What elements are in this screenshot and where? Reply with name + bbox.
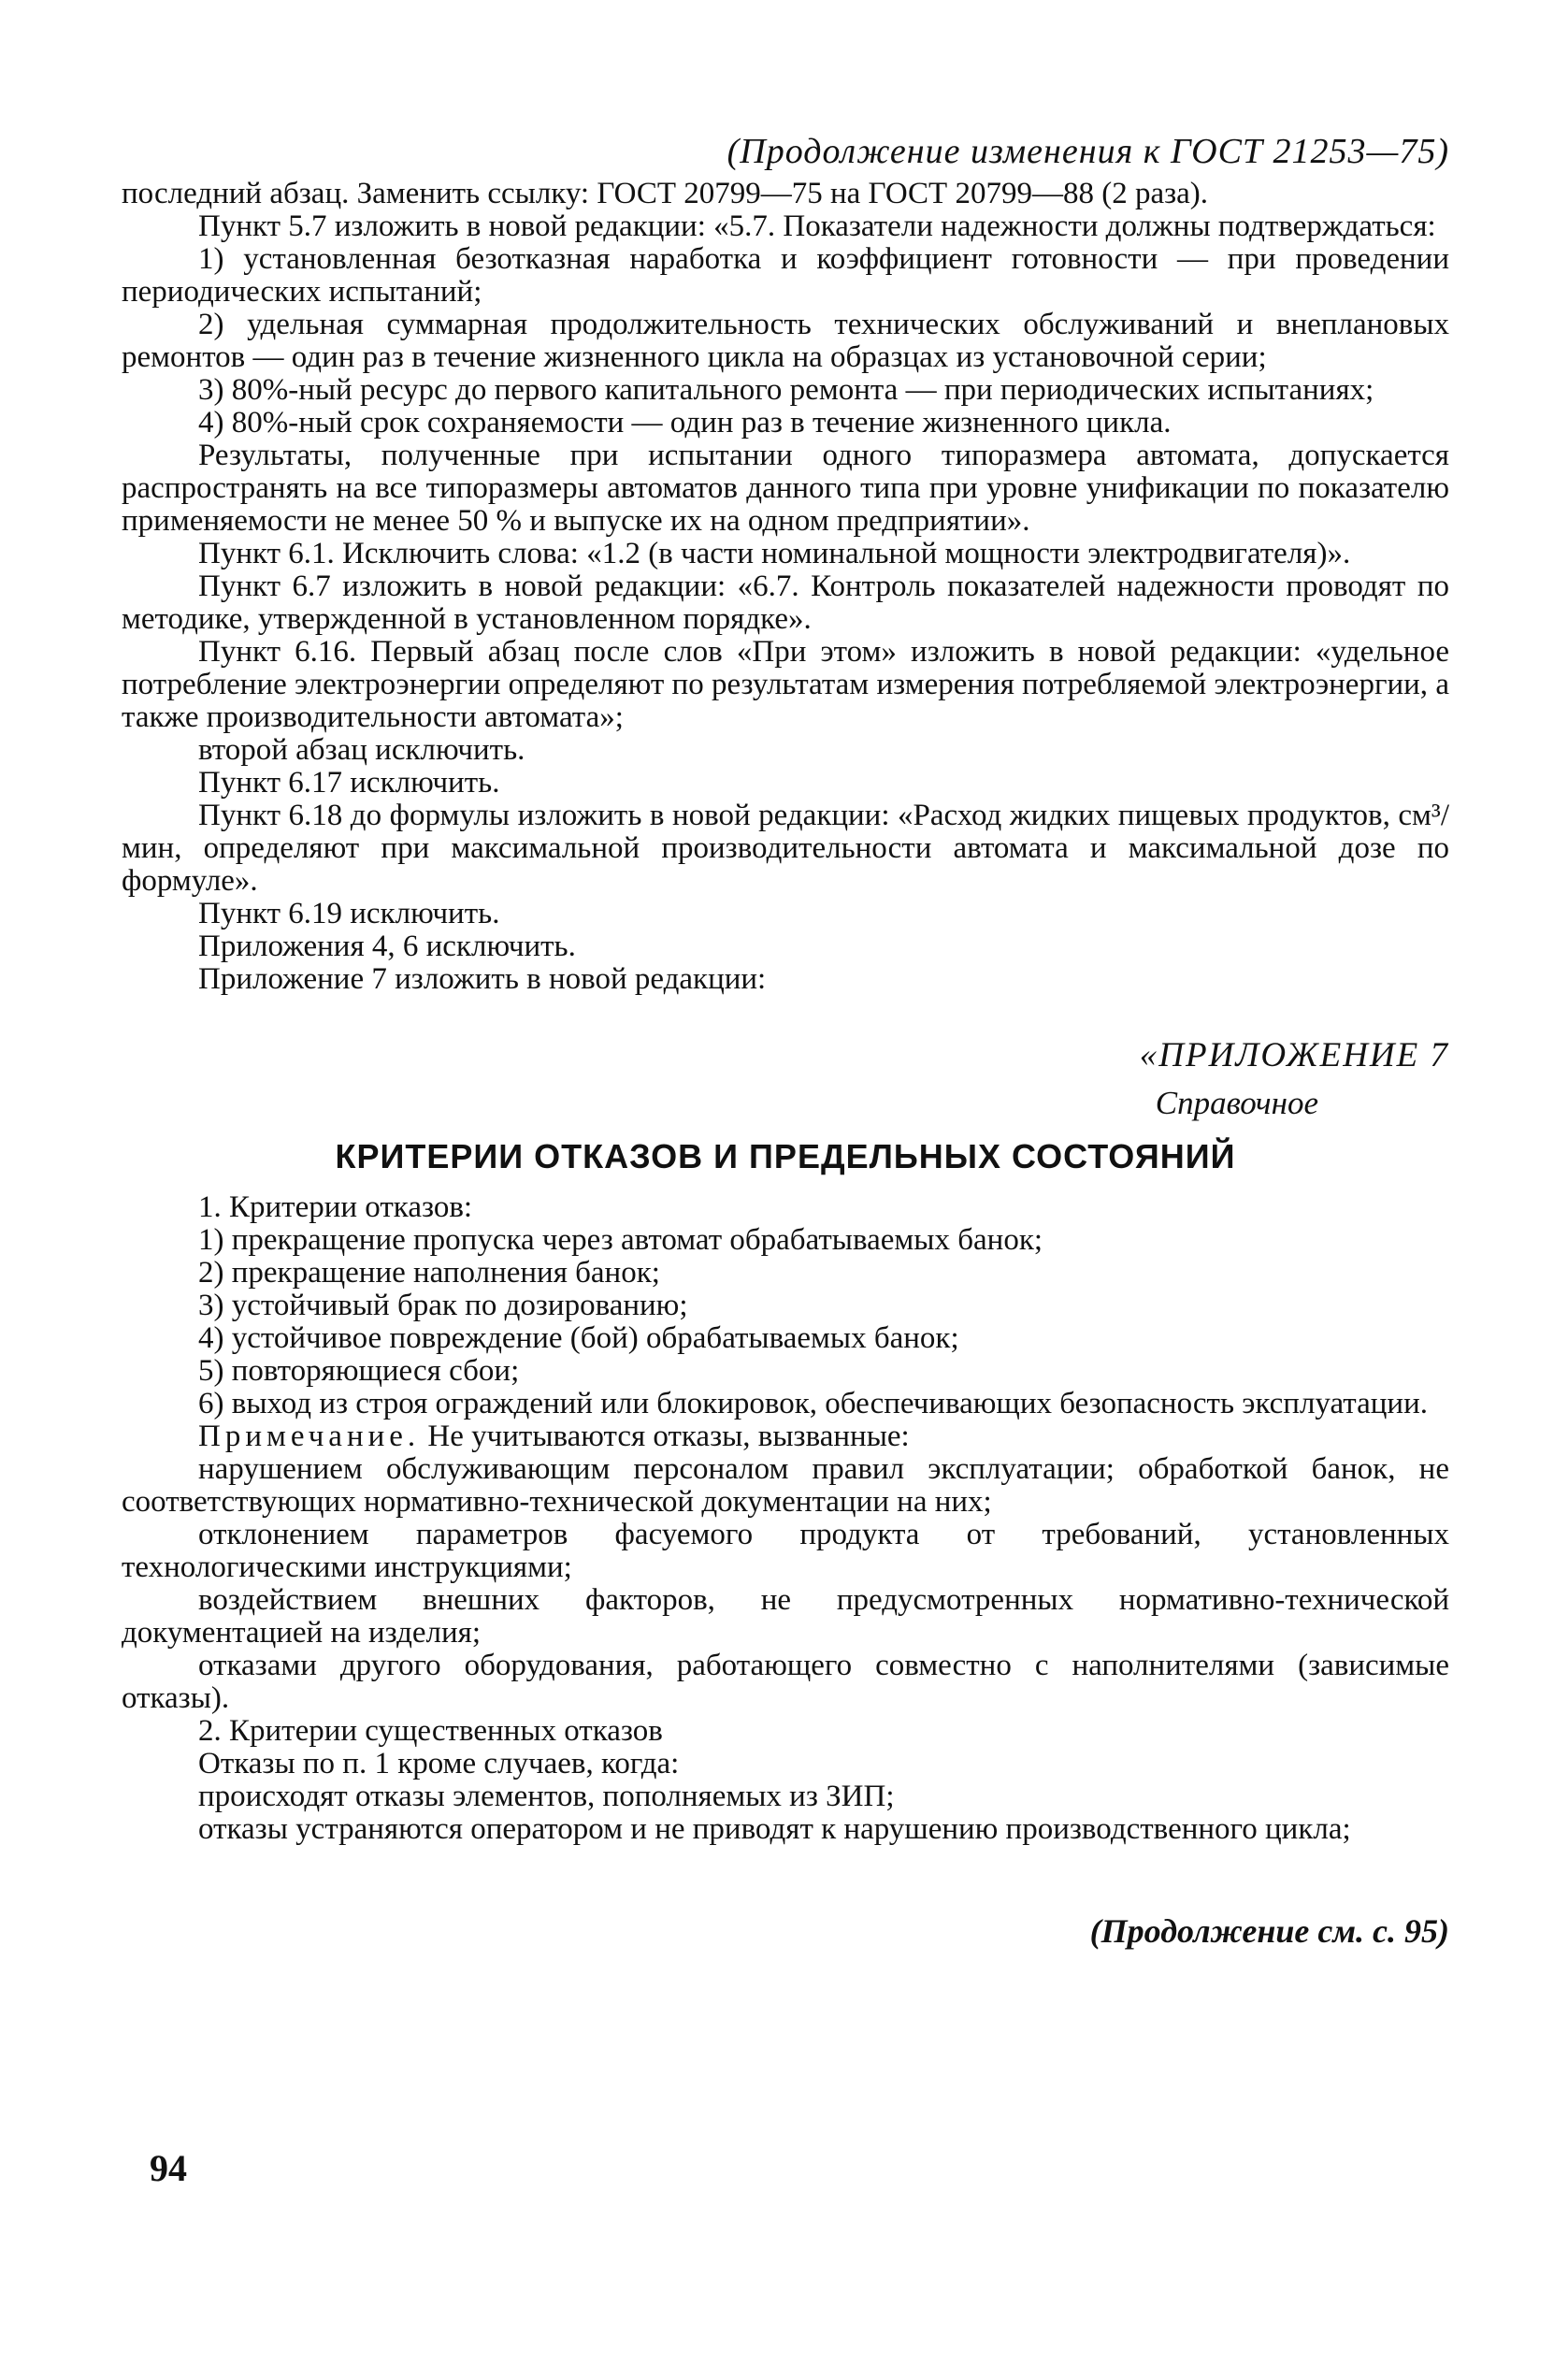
amendment-paragraph: Пункт 6.1. Исключить слова: «1.2 (в части номинальной мощности электродвигателя)». (198, 537, 1351, 570)
amendment-paragraph: Пункт 6.19 исключить. (198, 897, 500, 930)
appendix-heading: КРИТЕРИИ ОТКАЗОВ И ПРЕДЕЛЬНЫХ СОСТОЯНИЙ (335, 1137, 1236, 1175)
amendment-paragraph: 2) удельная суммарная продолжительность технических обслуживаний и внеплановых ремонтов — один раз в течение жизненного цикла на образцах из установочной серии; (122, 308, 1449, 374)
note-item-paragraph: отказы устраняются оператором и не приводят к нарушению производственного цикла; (198, 1812, 1351, 1846)
amendment-paragraph: Приложение 7 изложить в новой редакции: (198, 962, 767, 996)
note-item-paragraph: отклонением параметров фасуемого продукта от требований, установленных технологическими инструкциями; (122, 1518, 1449, 1584)
amendment-paragraph: Пункт 6.16. Первый абзац после слов «При этом» изложить в новой редакции: «удельное потребление электроэнергии определяют по результатам измерения потребляемой электроэнергии, а также производительности автомата»; (122, 635, 1449, 734)
note-paragraph (122, 1420, 1449, 1453)
note-items-block (122, 1453, 1449, 1846)
note-item-paragraph: Отказы по п. 1 кроме случаев, когда: (198, 1747, 680, 1780)
document-page (122, 131, 1449, 1951)
amendment-paragraph: 3) 80%-ный ресурс до первого капитального ремонта — при периодических испытаниях; (198, 373, 1374, 407)
amendment-paragraph: Результаты, полученные при испытании одного типоразмера автомата, допускается распространять на все типоразмеры автоматов данного типа при уровне унификации по показателю применяемости не менее 50 % и выпуске их на одном предприятии». (122, 439, 1449, 538)
note-item-paragraph: нарушением обслуживающим персоналом правил эксплуатации; обработкой банок, не соответствующих нормативно-технической документации на них; (122, 1452, 1449, 1519)
criteria-paragraph: 3) устойчивый брак по дозированию; (198, 1289, 688, 1322)
note-text: Не учитываются отказы, вызванные: (420, 1420, 910, 1453)
note-label: Примечание. (198, 1420, 421, 1453)
note-item-paragraph: 2. Критерии существенных отказов (198, 1714, 663, 1748)
criteria-paragraph: 4) устойчивое повреждение (бой) обрабатываемых банок; (198, 1321, 959, 1355)
appendix-subtitle: Справочное (1155, 1085, 1318, 1121)
amendment-paragraph: 4) 80%-ный срок сохраняемости — один раз в течение жизненного цикла. (198, 406, 1172, 440)
amendment-paragraph: Приложения 4, 6 исключить. (198, 930, 576, 963)
note-item-paragraph: отказами другого оборудования, работающего совместно с наполнителями (зависимые отказы). (122, 1649, 1449, 1715)
note-item-paragraph: воздействием внешних факторов, не предусмотренных нормативно-технической документацией на изделия; (122, 1583, 1449, 1650)
criteria-paragraph: 2) прекращение наполнения банок; (198, 1256, 660, 1290)
criteria-paragraph: 5) повторяющиеся сбои; (198, 1354, 520, 1388)
amendment-paragraph: второй абзац исключить. (198, 733, 525, 767)
page-number: 94 (150, 2147, 187, 2189)
amendment-paragraph: последний абзац. Заменить ссылку: ГОСТ 20799—75 на ГОСТ 20799—88 (2 раза). (122, 177, 1209, 210)
amendment-paragraph: Пункт 5.7 изложить в новой редакции: «5.7. Показатели надежности должны подтверждаться: (198, 209, 1436, 243)
note-item-paragraph: происходят отказы элементов, пополняемых из ЗИП; (198, 1780, 895, 1813)
header-continuation: (Продолжение изменения к ГОСТ 21253—75) (726, 132, 1449, 171)
failure-criteria-block (122, 1191, 1449, 1420)
footer-continuation: (Продолжение см. с. 95) (1089, 1912, 1449, 1950)
amendment-paragraph: Пункт 6.18 до формулы изложить в новой редакции: «Расход жидких пищевых продуктов, см³/мин, определяют при максимальной производительности автомата и максимальной дозе по формуле». (122, 799, 1449, 898)
appendix-title: «ПРИЛОЖЕНИЕ 7 (1139, 1036, 1449, 1074)
criteria-paragraph: 6) выход из строя ограждений или блокировок, обеспечивающих безопасность эксплуатации. (198, 1387, 1428, 1420)
amendment-paragraph: Пункт 6.7 изложить в новой редакции: «6.7. Контроль показателей надежности проводят по методике, утвержденной в установленном порядке». (122, 569, 1449, 636)
amendment-paragraph: Пункт 6.17 исключить. (198, 766, 500, 800)
criteria-paragraph: 1) прекращение пропуска через автомат обрабатываемых банок; (198, 1223, 1043, 1257)
amendments-block (122, 178, 1449, 996)
criteria-paragraph: 1. Критерии отказов: (198, 1190, 473, 1224)
amendment-paragraph: 1) установленная безотказная наработка и коэффициент готовности — при проведении периодических испытаний; (122, 242, 1449, 309)
